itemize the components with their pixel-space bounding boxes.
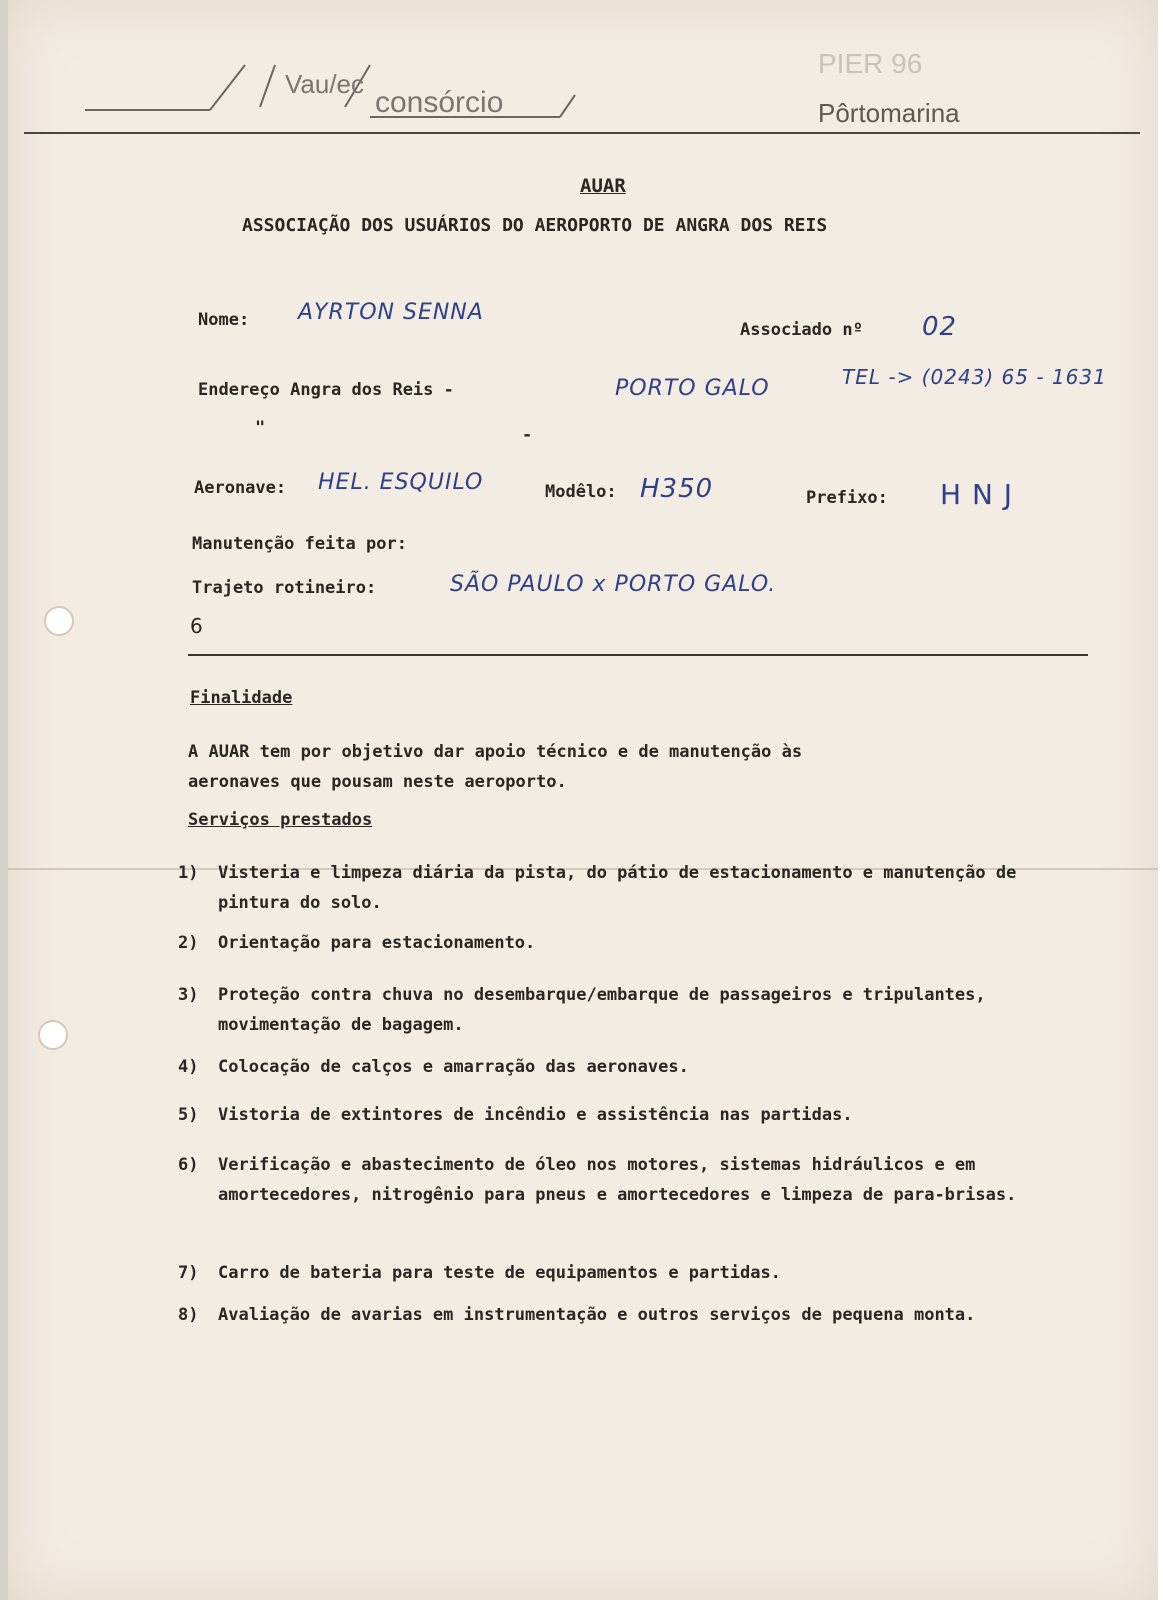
route-value: SÃO PAULO x PORTO GALO. (450, 572, 777, 597)
address-dash: - (522, 425, 533, 445)
member-label: Associado nº (740, 320, 863, 340)
service-number: 5) (178, 1105, 199, 1125)
aircraft-label: Aeronave: (194, 478, 287, 498)
service-text: Proteção contra chuva no desembarque/embarque de passageiros e tripulantes, movimentação de bagagem. (218, 985, 986, 1035)
letterhead-logo (80, 45, 580, 125)
form-divider (188, 654, 1088, 656)
service-item (178, 928, 1078, 958)
service-item (178, 1100, 1078, 1130)
service-number: 2) (178, 933, 199, 953)
logo-mark-text: Vau/ec (285, 69, 365, 99)
services-heading: Serviços prestados (188, 810, 373, 830)
prefix-value: H N J (940, 478, 1014, 511)
punch-hole-top (44, 606, 74, 636)
paper-edge (0, 0, 8, 1600)
model-value: H350 (640, 474, 714, 504)
aircraft-value: HEL. ESQUILO (318, 470, 484, 495)
purpose-text-line2: aeronaves que pousam neste aeroporto. (188, 772, 567, 792)
name-label: Nome: (198, 310, 250, 330)
name-value: AYRTON SENNA (298, 300, 484, 325)
service-item (178, 1258, 1078, 1288)
service-number: 8) (178, 1305, 199, 1325)
purpose-text-line1: A AUAR tem por objetivo dar apoio técnico e de manutenção às (188, 742, 803, 762)
route-label: Trajeto rotineiro: (192, 578, 377, 598)
document-page (8, 0, 1158, 1600)
maintenance-label: Manutenção feita por: (192, 534, 407, 554)
service-number: 3) (178, 985, 199, 1005)
extra-line-value: 6 (190, 614, 204, 638)
address-label: Endereço Angra dos Reis - (198, 380, 454, 400)
purpose-heading: Finalidade (190, 688, 293, 708)
document-title: ASSOCIAÇÃO DOS USUÁRIOS DO AEROPORTO DE ANGRA DOS REIS (242, 215, 828, 236)
service-text: Orientação para estacionamento. (218, 933, 536, 953)
location-label: Pôrtomarina (818, 98, 960, 128)
service-text: Vistoria de extintores de incêndio e assistência nas partidas. (218, 1105, 853, 1125)
punch-hole-bottom (38, 1020, 68, 1050)
service-item (178, 980, 1078, 1040)
address-value: PORTO GALO (615, 376, 770, 401)
service-text: Colocação de calços e amarração das aeronaves. (218, 1057, 689, 1077)
service-text: Avaliação de avarias em instrumentação e outros serviços de pequena monta. (218, 1305, 976, 1325)
letterhead-divider (24, 132, 1140, 134)
service-item (178, 1150, 1078, 1210)
service-item (178, 858, 1078, 918)
service-text: Visteria e limpeza diária da pista, do pátio de estacionamento e manutenção de pintura do solo. (218, 863, 1017, 913)
service-item (178, 1052, 1078, 1082)
service-number: 1) (178, 863, 199, 883)
ditto-mark: " (255, 418, 266, 438)
service-number: 4) (178, 1057, 199, 1077)
service-number: 7) (178, 1263, 199, 1283)
prefix-label: Prefixo: (806, 488, 888, 508)
service-item (178, 1300, 1078, 1330)
consortium-text: consórcio (375, 86, 504, 119)
model-label: Modêlo: (545, 482, 617, 502)
document-acronym: AUAR (580, 175, 626, 197)
service-number: 6) (178, 1155, 199, 1175)
phone-value: TEL -> (0243) 65 - 1631 (842, 365, 1107, 389)
service-text: Carro de bateria para teste de equipamentos e partidas. (218, 1263, 781, 1283)
service-text: Verificação e abastecimento de óleo nos motores, sistemas hidráulicos e em amortecedores, nitrogênio para pneus e amortecedores e limpeza de para-brisas. (218, 1155, 1017, 1205)
pier-label: PIER 96 (818, 48, 923, 79)
member-value: 02 (922, 312, 958, 342)
